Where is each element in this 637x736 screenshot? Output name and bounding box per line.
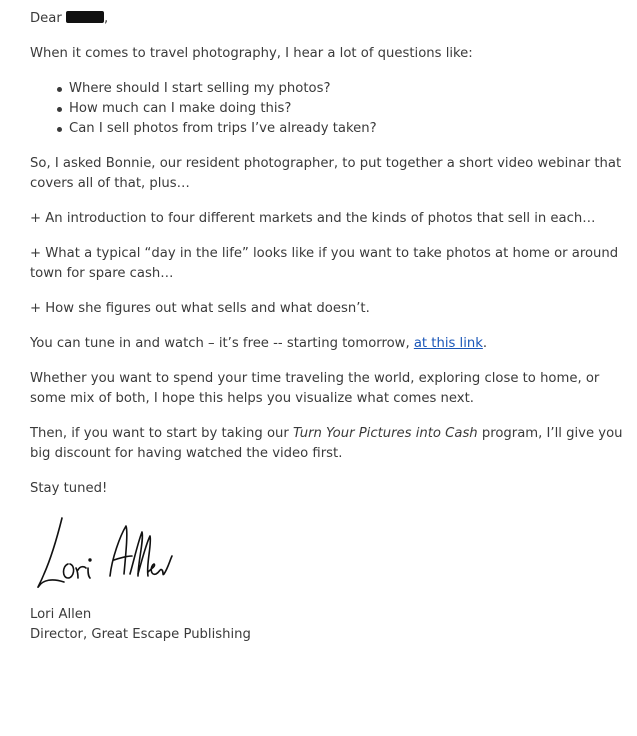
watch-text: You can tune in and watch – it’s free -- starting tomorrow,	[30, 336, 414, 351]
point-day-in-life-line1: + What a typical “day in the life” looks like if you want to take photos at home or around	[30, 246, 619, 261]
closing-text: Stay tuned!	[30, 481, 108, 496]
paragraph-watch	[30, 334, 487, 354]
question-item: How much can I make doing this?	[69, 101, 292, 116]
paragraph-then-line1	[30, 424, 623, 444]
paragraph-bonnie-line2: covers all of that, plus…	[30, 176, 190, 191]
question-item: Can I sell photos from trips I’ve already taken?	[69, 121, 377, 136]
then-suffix: program, I’ll give you	[477, 426, 623, 441]
greeting-prefix: Dear	[30, 11, 62, 26]
question-item: Where should I start selling my photos?	[69, 81, 331, 96]
bullet-icon	[57, 107, 62, 112]
intro-text: When it comes to travel photography, I hear a lot of questions like:	[30, 46, 473, 61]
paragraph-then-line2: big discount for having watched the video first.	[30, 446, 343, 461]
handwritten-signature	[34, 512, 174, 594]
paragraph-whether-line1: Whether you want to spend your time traveling the world, exploring close to home, or	[30, 371, 600, 386]
watch-suffix: .	[482, 336, 488, 351]
sender-name: Lori Allen	[30, 607, 92, 622]
webinar-link[interactable]: at this link	[413, 336, 483, 351]
greeting	[30, 9, 108, 29]
program-name: Turn Your Pictures into Cash	[293, 426, 478, 441]
redacted-name	[66, 11, 104, 23]
point-day-in-life-line2: town for spare cash…	[30, 266, 174, 281]
greeting-suffix: ,	[103, 11, 109, 26]
point-markets: + An introduction to four different markets and the kinds of photos that sell in each…	[30, 211, 596, 226]
sender-title: Director, Great Escape Publishing	[30, 627, 251, 642]
point-what-sells: + How she figures out what sells and what doesn’t.	[30, 301, 370, 316]
then-text: Then, if you want to start by taking our	[30, 426, 293, 441]
bullet-icon	[57, 87, 62, 92]
bullet-icon	[57, 127, 62, 132]
paragraph-bonnie-line1: So, I asked Bonnie, our resident photographer, to put together a short video webinar that	[30, 156, 622, 171]
paragraph-whether-line2: some mix of both, I hope this helps you visualize what comes next.	[30, 391, 474, 406]
